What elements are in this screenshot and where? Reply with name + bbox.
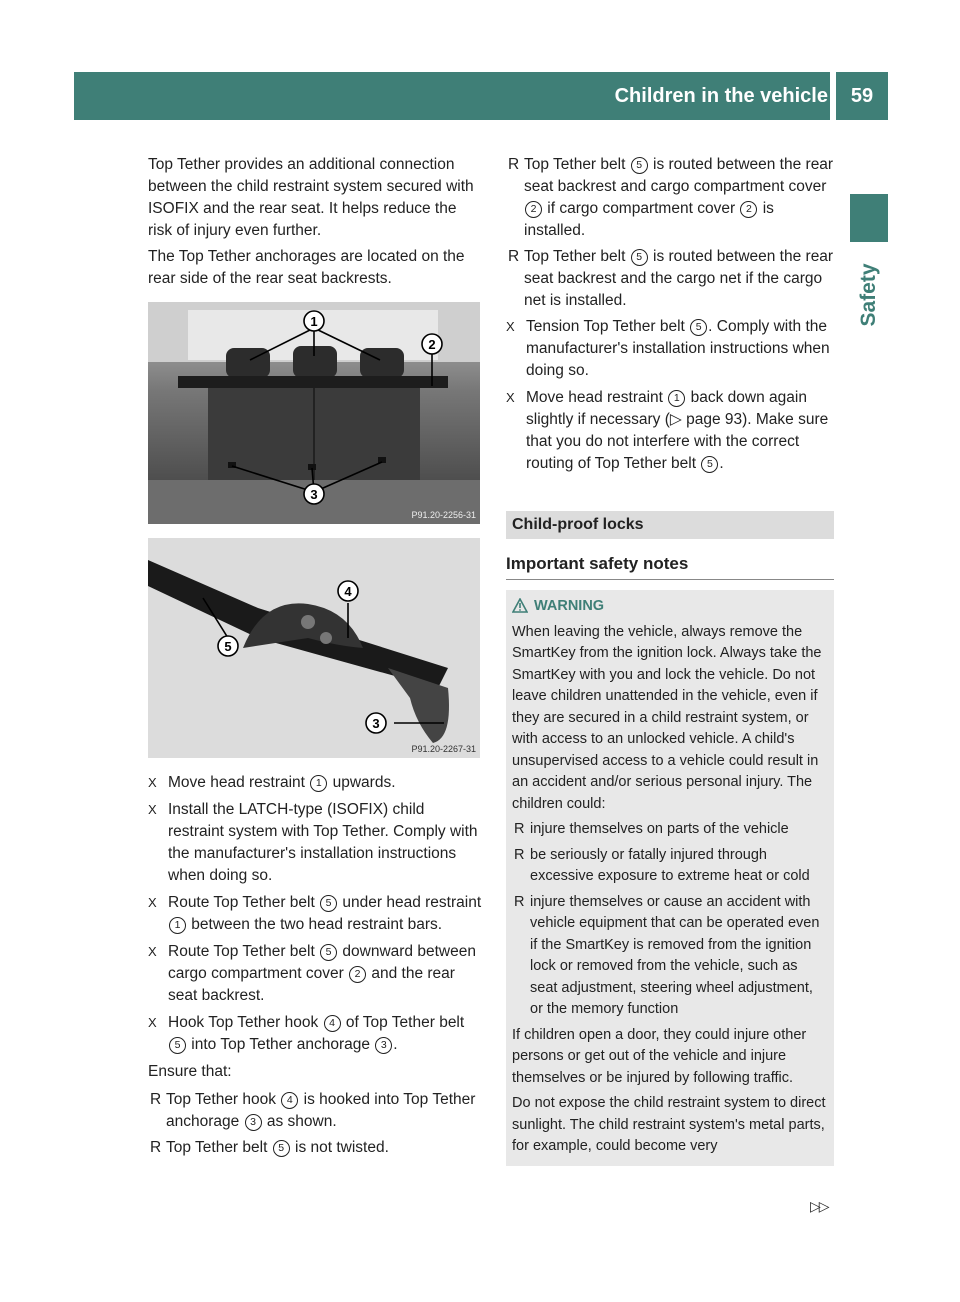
callout-number: 1 (310, 775, 327, 792)
callout-number: 5 (690, 319, 707, 336)
bullet-item (506, 246, 834, 312)
step-move-head-restraint (148, 772, 482, 794)
bullet-text: is routed between the rear seat backrest and the cargo net if the cargo net is installed. (524, 248, 834, 309)
bullet-text: Top Tether belt (524, 156, 630, 173)
step-text: downward between cargo compartment cover (168, 943, 476, 982)
step-install-latch (148, 799, 482, 887)
bullet-icon: R (514, 846, 525, 863)
callout-number: 5 (631, 157, 648, 174)
subheading: Important safety notes (506, 553, 834, 580)
callout-number: 5 (169, 1037, 186, 1054)
figure2-label-5: 5 (224, 639, 232, 654)
continue-arrow-icon: ▷▷ (810, 1198, 828, 1214)
figure1-label-3: 3 (310, 487, 318, 502)
warning-bullet-text: injure themselves on parts of the vehicle (530, 821, 789, 837)
callout-number: 1 (169, 917, 186, 934)
ensure-label: Ensure that: (148, 1063, 232, 1080)
step-text: under head restraint (338, 894, 482, 911)
warning-bullet (512, 892, 828, 1021)
step-marker-icon: X (148, 944, 157, 959)
callout-number: 2 (525, 201, 542, 218)
side-tab (838, 250, 900, 340)
step-text: Move head restraint (526, 389, 668, 406)
side-tab-label: Safety (857, 263, 880, 327)
warning-triangle-icon (512, 598, 528, 613)
step-marker-icon: X (506, 390, 515, 405)
callout-number: 4 (281, 1092, 298, 1109)
step-text: into Top Tether anchorage (187, 1036, 375, 1053)
figure2-label-4: 4 (344, 584, 352, 599)
figure1-label-1: 1 (310, 314, 318, 329)
warning-paragraph: When leaving the vehicle, always remove the SmartKey from the ignition lock. Always take the SmartKey with you and lock the vehicle. Do not leave children unattended in the vehicle, even if they are secured in a child restraint system, or with access to an unlocked vehicle. A child's unsupervised access to a vehicle could result in an accident and/or serious personal injury. The children could: (512, 623, 822, 812)
step-text: and the rear seat backrest. (168, 965, 455, 1004)
bullet-icon: R (150, 1091, 162, 1108)
intro-paragraph: Top Tether provides an additional connection between the child restraint system secured with ISOFIX and the rear seat. It helps reduce the risk of injury even further. (148, 156, 474, 239)
bullet-icon: R (508, 156, 520, 173)
callout-number: 2 (740, 201, 757, 218)
bullet-text: Top Tether hook (166, 1091, 281, 1108)
step-text: Move head restraint (168, 774, 310, 791)
figure2-label-3: 3 (372, 716, 380, 731)
anchorage-paragraph: The Top Tether anchorages are located on the rear side of the rear seat backrests. (148, 248, 465, 287)
callout-number: 5 (320, 944, 337, 961)
step-marker-icon: X (506, 319, 515, 334)
step-text: page 93). Make sure that you do not interfere with the correct routing of Top Tether belt (526, 411, 829, 472)
bullet-icon: R (150, 1139, 162, 1156)
step-text: Tension Top Tether belt (526, 318, 690, 335)
header-divider (832, 72, 834, 120)
callout-number: 3 (375, 1037, 392, 1054)
step-text: Route Top Tether belt (168, 894, 320, 911)
warning-paragraph: If children open a door, they could injure other persons or get out of the vehicle and injure themselves or be injured by following traffic. (512, 1026, 807, 1086)
figure1-code: P91.20-2256-31 (411, 510, 476, 520)
callout-number: 1 (668, 390, 685, 407)
warning-bullet (512, 845, 828, 888)
step-marker-icon: X (148, 895, 157, 910)
step-text: of Top Tether belt (341, 1014, 465, 1031)
step-text: . (393, 1036, 398, 1053)
bullet-text: as shown. (262, 1113, 337, 1130)
bullet-item (148, 1137, 482, 1159)
bullet-text: is routed between the rear seat backrest and cargo compartment cover (524, 156, 834, 195)
callout-number: 4 (324, 1015, 341, 1032)
step-marker-icon: X (148, 775, 157, 790)
right-column (506, 154, 834, 1166)
step-route-downward (148, 941, 482, 1007)
step-route-under (148, 892, 482, 936)
warning-bullet-text: be seriously or fatally injured through excessive exposure to extreme heat or cold (530, 846, 810, 884)
callout-number: 5 (273, 1140, 290, 1157)
figure1-label-2: 2 (428, 337, 436, 352)
section-title: Child-proof locks (506, 511, 834, 539)
warning-box (506, 590, 834, 1166)
callout-number: 2 (349, 966, 366, 983)
step-text: between the two head restraint bars. (187, 916, 443, 933)
bullet-text: if cargo compartment cover (543, 200, 740, 217)
left-column (148, 154, 482, 1163)
bullet-icon: R (514, 821, 525, 837)
page-number: 59 (836, 72, 888, 120)
step-text: Install the LATCH-type (ISOFIX) child restraint system with Top Tether. Comply with the manufacturer's installation instructions when doing so. (168, 801, 478, 884)
step-marker-icon: X (148, 802, 157, 817)
step-move-head-restraint-down (506, 387, 834, 475)
callout-number: 3 (245, 1114, 262, 1131)
step-text: Route Top Tether belt (168, 943, 320, 960)
callout-number: 5 (320, 895, 337, 912)
step-text: back down again slightly if necessary ( (526, 389, 807, 428)
warning-title: WARNING (534, 598, 605, 614)
callout-number: 5 (631, 249, 648, 266)
step-marker-icon: X (148, 1015, 157, 1030)
bullet-icon: R (514, 893, 525, 910)
step-text: . Comply with the manufacturer's installation instructions when doing so. (526, 318, 830, 379)
figure2-code: P91.20-2267-31 (411, 744, 476, 754)
page-reference-arrow-icon: ▷ (669, 411, 682, 428)
warning-bullet (512, 819, 828, 841)
step-tension-belt (506, 316, 834, 382)
warning-bullet-text: injure themselves or cause an accident with vehicle equipment that can be operated even if the SmartKey is removed from the ignition lock or removed from the vehicle, such as seat adjustment, steering wheel adjustment, or the memory function (530, 893, 820, 1017)
bullet-text: is not twisted. (290, 1139, 389, 1156)
page-title: Children in the vehicle (614, 85, 828, 107)
bullet-text: is hooked into Top Tether anchorage (166, 1091, 476, 1130)
bullet-item (148, 1089, 482, 1133)
warning-header (512, 596, 828, 618)
bullet-text: Top Tether belt (166, 1139, 272, 1156)
bullet-icon: R (508, 248, 520, 265)
step-text: Hook Top Tether hook (168, 1014, 323, 1031)
step-text: upwards. (328, 774, 396, 791)
bullet-text: is installed. (524, 200, 774, 239)
bullet-text: Top Tether belt (524, 248, 630, 265)
callout-number: 5 (701, 456, 718, 473)
step-hook (148, 1012, 482, 1056)
step-text: . (719, 455, 724, 472)
bullet-item (506, 154, 834, 242)
side-tab-marker (850, 194, 888, 242)
warning-paragraph: Do not expose the child restraint system to direct sunlight. The child restraint system's metal parts, for example, could become very (512, 1095, 826, 1154)
cargo-compartment-photo (148, 302, 480, 524)
top-tether-belt-photo (148, 538, 480, 758)
